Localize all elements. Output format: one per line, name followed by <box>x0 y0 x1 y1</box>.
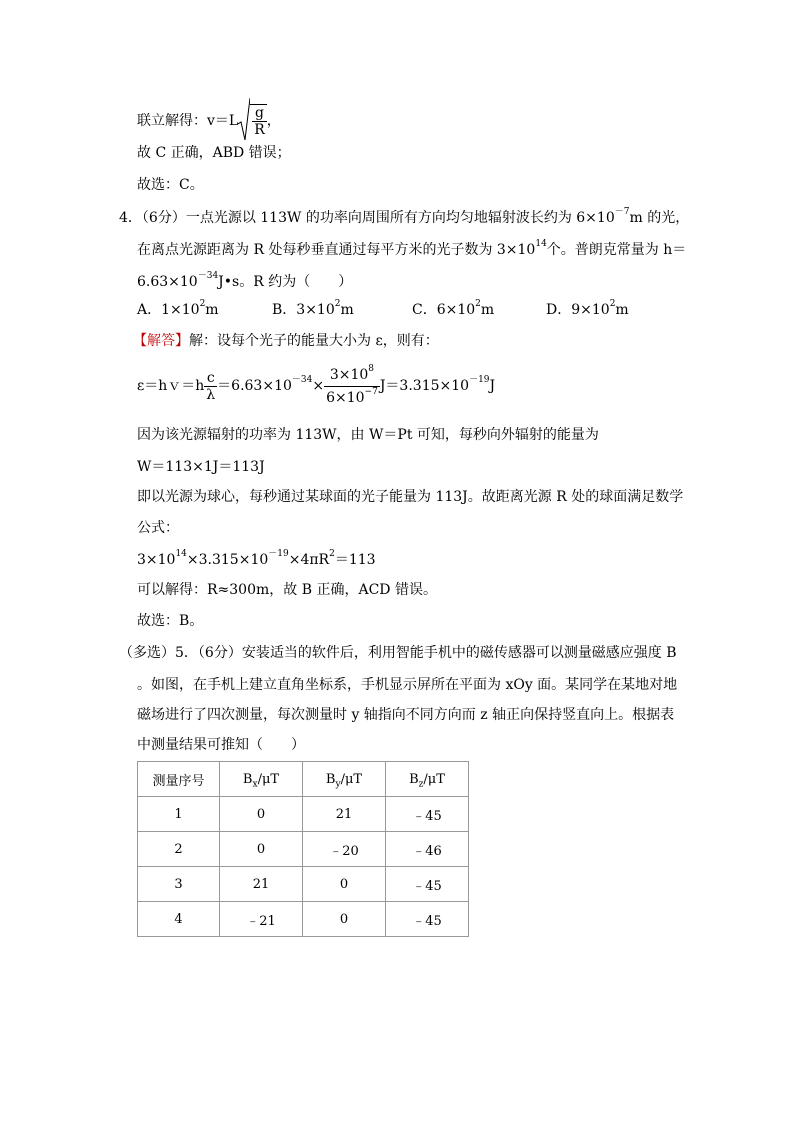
table-cell: 21 <box>220 867 303 902</box>
table-cell: 4 <box>138 902 220 937</box>
table-cell: ﹣45 <box>386 797 469 832</box>
q4-formula-label: 公式： <box>137 520 179 536</box>
header-index: 测量序号 <box>138 762 220 797</box>
table-cell: ﹣45 <box>386 902 469 937</box>
q5-stem-line-1: （多选）5．（6分）安装适当的软件后，利用智能手机中的磁传感器可以测量磁感应强度 B <box>119 645 677 661</box>
header-bx: $B_x/\mu T$ <box>220 762 303 797</box>
sqrt-expression <box>238 104 267 138</box>
q4-choice: 故选：B。 <box>137 613 204 629</box>
q4-result: 可以解得：R≈300m，故 B 正确，ACD 错误。 <box>137 582 437 598</box>
table-cell: 2 <box>138 832 220 867</box>
table-cell: ﹣46 <box>386 832 469 867</box>
table-row <box>138 902 469 937</box>
q4-answer-intro: 【解答】解：设每个光子的能量大小为 ε，则有： <box>133 333 439 349</box>
table-cell: ﹣21 <box>220 902 303 937</box>
table-cell: 0 <box>303 867 386 902</box>
sqrt-fraction: $\frac{g}{R}$ <box>254 105 265 138</box>
table-cell: 3 <box>138 867 220 902</box>
q4-sphere-text: 即以光源为球心，每秒通过某球面的光子能量为 113J。故距离光源 R 处的球面满足数学 <box>137 489 684 505</box>
q4-energy-eq: W＝113×1J＝113J <box>137 459 265 475</box>
q4-stem-line-2: 在离点光源距离为 R 处每秒垂直通过每平方米的光子数为 $3\times 10^{14}$个。普朗克常量为 h＝ <box>137 239 687 258</box>
table-header-row <box>138 762 469 797</box>
q5-stem-line-2: 。如图，在手机上建立直角坐标系，手机显示屏所在平面为 xOy 面。某同学在某地对地 <box>137 677 678 693</box>
q4-formula: $3\times 10^{14}\times 3.315\times 10^{-19}\times 4\pi R^2=113$ <box>137 549 376 568</box>
header-bz: $B_z/\mu T$ <box>386 762 469 797</box>
prev-conclusion: 故 C 正确，ABD 错误； <box>137 145 291 161</box>
c-over-lambda-fraction: $\frac{c}{\lambda}$ <box>206 369 216 403</box>
q5-stem-line-4: 中测量结果可推知（ ） <box>137 737 305 753</box>
wavelength-fraction: $\frac{3\times 10^8}{6\times 10^{-7}}$ <box>326 363 378 406</box>
table-cell: ﹣20 <box>303 832 386 867</box>
q4-stem-line-1: 4．（6分）一点光源以 113W 的功率向周围所有方向均匀地辐射波长约为 $6\times 10^{-7}m$ 的光， <box>119 207 690 226</box>
solve-prefix: 联立解得：v＝L <box>137 113 239 129</box>
table-row <box>138 797 469 832</box>
solve-line <box>137 104 281 138</box>
header-by: $B_y/\mu T$ <box>303 762 386 797</box>
q4-option-d: D．$9\times 10^2m$ <box>546 299 629 318</box>
q4-option-b: B．$3\times 10^2m$ <box>272 299 354 318</box>
answer-tag: 【解答】 <box>133 333 189 349</box>
q4-option-c: C．$6\times 10^2m$ <box>412 299 495 318</box>
solve-suffix: ， <box>266 113 281 129</box>
q4-power-text: 因为该光源辐射的功率为 113W，由 W＝Pt 可知，每秒向外辐射的能量为 <box>137 427 599 443</box>
table-cell: 0 <box>220 797 303 832</box>
q4-stem-line-3: $6.63\times 10^{-34}J•s$。R 约为（ ） <box>137 271 353 290</box>
table-cell: 21 <box>303 797 386 832</box>
q5-stem-line-3: 磁场进行了四次测量，每次测量时 y 轴指向不同方向而 z 轴正向保持竖直向上。根据表 <box>137 707 675 723</box>
table-cell: 1 <box>138 797 220 832</box>
prev-choice: 故选：C。 <box>137 177 204 193</box>
radical-sign-icon <box>238 98 250 142</box>
table-cell: ﹣45 <box>386 867 469 902</box>
table-row <box>138 867 469 902</box>
q4-option-a: A．$1\times 10^2m$ <box>137 299 219 318</box>
table-row <box>138 832 469 867</box>
measurement-table <box>137 761 469 937</box>
q4-energy-equation: ε＝hｖ＝h $\frac{c}{\lambda}$ $=6.63\times 10^{-34}\times$ $\frac{3\times 10^8}{6\times 10^{-7}}$ $J=3.315\times 10^{-19}J$ <box>137 362 495 410</box>
table-cell: 0 <box>220 832 303 867</box>
table-cell: 0 <box>303 902 386 937</box>
